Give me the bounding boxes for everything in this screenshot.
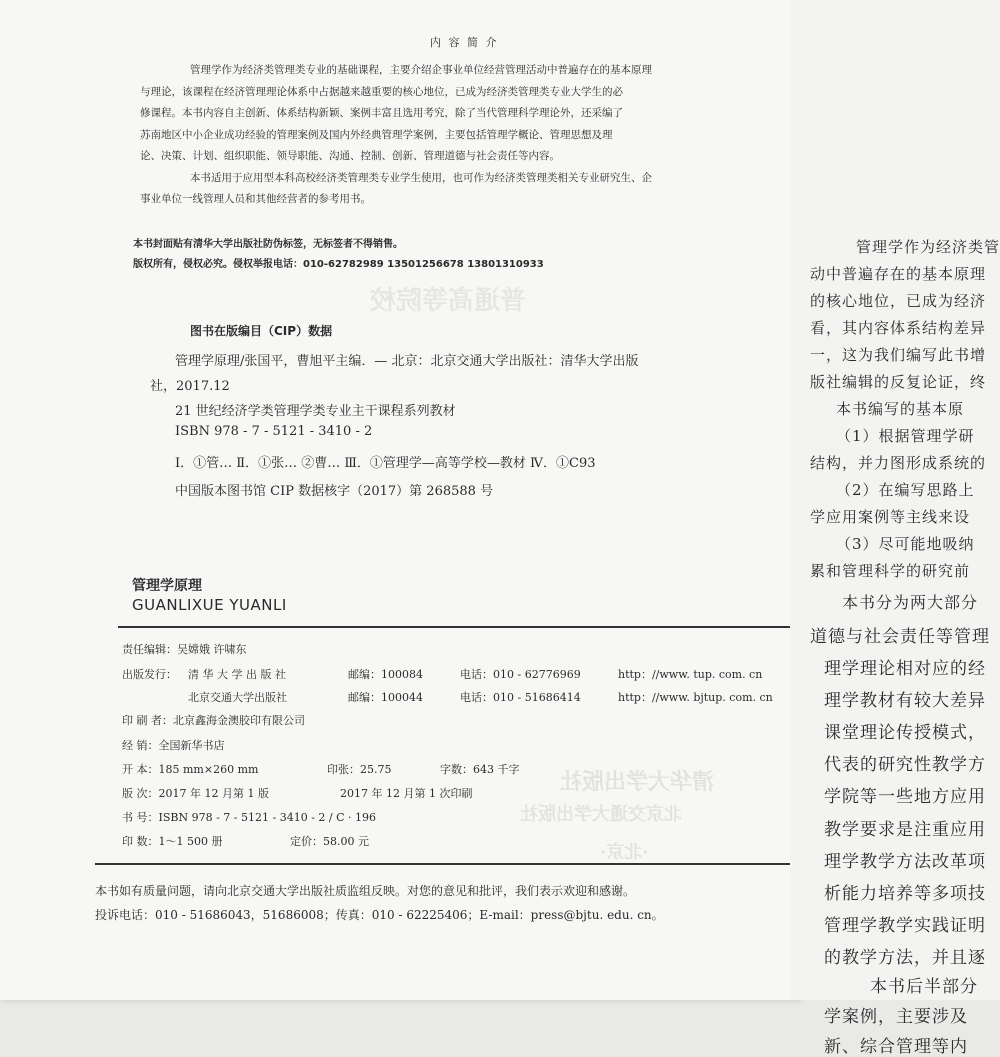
preface-line: 理学教材有较大差异 <box>824 691 986 711</box>
publisher-1-url[interactable]: http：//www. tup. com. cn <box>618 668 763 681</box>
preface-line: 学案例，主要涉及 <box>824 1007 968 1027</box>
preface-line: 学院等一些地方应用 <box>824 787 986 807</box>
preface-line: 代表的研究性教学方 <box>824 755 986 775</box>
format-row <box>122 761 258 777</box>
distributor-label: 经 销： <box>122 739 159 752</box>
preface-line: 理学理论相对应的经 <box>824 659 986 679</box>
show-through-text: 普通高等院校 <box>370 286 527 316</box>
preface-line: 课堂理论传授模式， <box>824 723 986 743</box>
distributor-value: 全国新华书店 <box>158 739 225 752</box>
edition-row <box>122 785 269 801</box>
cip-classification: Ⅰ．①管… Ⅱ．①张… ②曹… Ⅲ．①管理学—高等学校—教材 Ⅳ．①C93 <box>175 456 596 471</box>
preface-line: 本书分为两大部分 <box>842 593 979 612</box>
publisher-1: 清 华 大 学 出 版 社 <box>188 668 286 681</box>
cip-heading: 图书在版编目（CIP）数据 <box>190 324 333 338</box>
editors-label: 责任编辑： <box>122 643 177 656</box>
show-through-text: 北京交通大学出版社 <box>520 804 682 825</box>
preface-line: 新、综合管理等内 <box>824 1037 968 1057</box>
preface-line: 道德与社会责任等管理 <box>810 627 990 647</box>
intro-text-line: 管理学作为经济类管理类专业的基础课程，主要介绍企事业单位经营管理活动中普遍存在的基本原理 <box>190 64 652 76</box>
preface-line: （3）尽可能地吸纳 <box>836 535 975 553</box>
preface-line: 理学教学方法改革项 <box>824 852 986 872</box>
book-title-pinyin: GUANLIXUE YUANLI <box>132 596 287 614</box>
intro-title: 内 容 简 介 <box>430 36 499 49</box>
printing-value: 2017 年 12 月第 1 次印刷 <box>340 787 473 800</box>
wordcount-value: 字数：643 千字 <box>440 763 520 776</box>
intro-text-line: 本书适用于应用型本科高校经济类管理类专业学生使用，也可作为经济类管理类相关专业研究生、企 <box>190 172 652 184</box>
book-title: 管理学原理 <box>132 578 202 594</box>
publisher-label: 出版发行： <box>122 668 177 681</box>
preface-line: 的核心地位，已成为经济 <box>810 292 987 310</box>
intro-text-line: 事业单位一线管理人员和其他经营者的参考用书。 <box>140 193 371 205</box>
edition-value: 2017 年 12 月第 1 版 <box>158 787 269 800</box>
preface-line: 动中普遍存在的基本原理 <box>810 265 987 283</box>
show-through-text: 清华大学出版社 <box>560 769 715 795</box>
preface-line: 学应用案例等主线来设 <box>810 508 971 526</box>
copies-label: 印 数： <box>122 835 159 848</box>
edition-label: 版 次： <box>122 787 159 800</box>
quality-feedback-notice: 本书如有质量问题，请向北京交通大学出版社质监组反映。对您的意见和批评，我们表示欢迎和感谢。 <box>95 884 636 898</box>
preface-line: 管理学作为经济类管 <box>856 238 1000 256</box>
preface-line: 看，其内容体系结构差异 <box>810 319 987 337</box>
publisher-1-phone: 电话：010 - 62776969 <box>460 668 581 681</box>
preface-line: 析能力培养等多项技 <box>824 884 986 904</box>
intro-text-line: 修课程。本书内容自主创新、体系结构新颖、案例丰富且选用考究，除了当代管理科学理论外，还采编了 <box>140 107 623 119</box>
format-label: 开 本： <box>122 763 159 776</box>
publisher-2-phone: 电话：010 - 51686414 <box>460 691 581 704</box>
preface-line: 累和管理科学的研究前 <box>810 562 971 580</box>
intro-text-line: 与理论，该课程在经济管理理论体系中占据越来越重要的核心地位，已成为经济类管理类专业大学生的必 <box>140 86 623 98</box>
preface-line: 的教学方法，并且逐 <box>824 948 986 968</box>
preface-line: 本书后半部分 <box>870 977 978 997</box>
sheets-value: 印张：25.75 <box>327 763 392 776</box>
publisher-1-postcode: 邮编：100084 <box>348 668 423 681</box>
preface-line: 结构，并力图形成系统的 <box>810 454 987 472</box>
publisher-2: 北京交通大学出版社 <box>188 691 287 704</box>
editors-value: 吴嫦娥 许啸东 <box>177 643 247 656</box>
cip-line: 管理学原理/张国平，曹旭平主编．— 北京：北京交通大学出版社：清华大学出版 <box>175 354 639 369</box>
isbn-value: ISBN 978 - 7 - 5121 - 3410 - 2 / C · 196 <box>158 811 377 824</box>
price-value: 定价：58.00 元 <box>290 835 369 848</box>
intro-text-line: 苏南地区中小企业成功经验的管理案例及国内外经典管理学案例，主要包括管理学概论、管理思想及理 <box>140 129 613 141</box>
cip-line: 社，2017.12 <box>150 379 230 394</box>
divider <box>118 626 794 628</box>
complaint-contact: 投诉电话：010 - 51686043，51686008；传真：010 - 62225406；E-mail：press@bjtu. edu. cn。 <box>95 908 664 922</box>
publisher-2-url[interactable]: http：//www. bjtup. com. cn <box>618 691 773 704</box>
editors-row <box>122 641 247 657</box>
cip-series: 21 世纪经济学类管理学类专业主干课程系列教材 <box>175 404 456 419</box>
copies-value: 1～1 500 册 <box>158 835 223 848</box>
printer-row <box>122 712 305 728</box>
printer-label: 印 刷 者： <box>122 714 173 727</box>
preface-line: 一，这为我们编写此书增 <box>810 346 987 364</box>
copyright-notice: 版权所有，侵权必究。侵权举报电话：010-62782989 13501256678 13801310933 <box>133 259 544 270</box>
show-through-text: ·北京· <box>600 842 649 863</box>
anti-counterfeit-notice: 本书封面贴有清华大学出版社防伪标签，无标签者不得销售。 <box>133 239 403 250</box>
publisher-2-postcode: 邮编：100044 <box>348 691 423 704</box>
distributor-row <box>122 737 225 753</box>
preface-line: 教学要求是注重应用 <box>824 820 986 840</box>
cip-record-number: 中国版本图书馆 CIP 数据核字（2017）第 268588 号 <box>175 484 494 499</box>
preface-line: 版社编辑的反复论证，终 <box>810 373 987 391</box>
intro-text-line: 论、决策、计划、组织职能、领导职能、沟通、控制、创新、管理道德与社会责任等内容。 <box>140 150 560 162</box>
cip-isbn: ISBN 978 - 7 - 5121 - 3410 - 2 <box>175 424 373 439</box>
isbn-label: 书 号： <box>122 811 159 824</box>
printer-value: 北京鑫海金澳胶印有限公司 <box>173 714 305 727</box>
preface-line: （2）在编写思路上 <box>836 481 975 499</box>
preface-page <box>790 0 1000 1057</box>
preface-line: （1）根据管理学研 <box>836 427 975 445</box>
isbn-row <box>122 809 376 825</box>
copies-row <box>122 833 223 849</box>
format-value: 185 mm×260 mm <box>158 763 259 776</box>
preface-line: 管理学教学实践证明 <box>824 916 986 936</box>
preface-line: 本书编写的基本原 <box>836 400 965 418</box>
divider <box>95 863 803 865</box>
